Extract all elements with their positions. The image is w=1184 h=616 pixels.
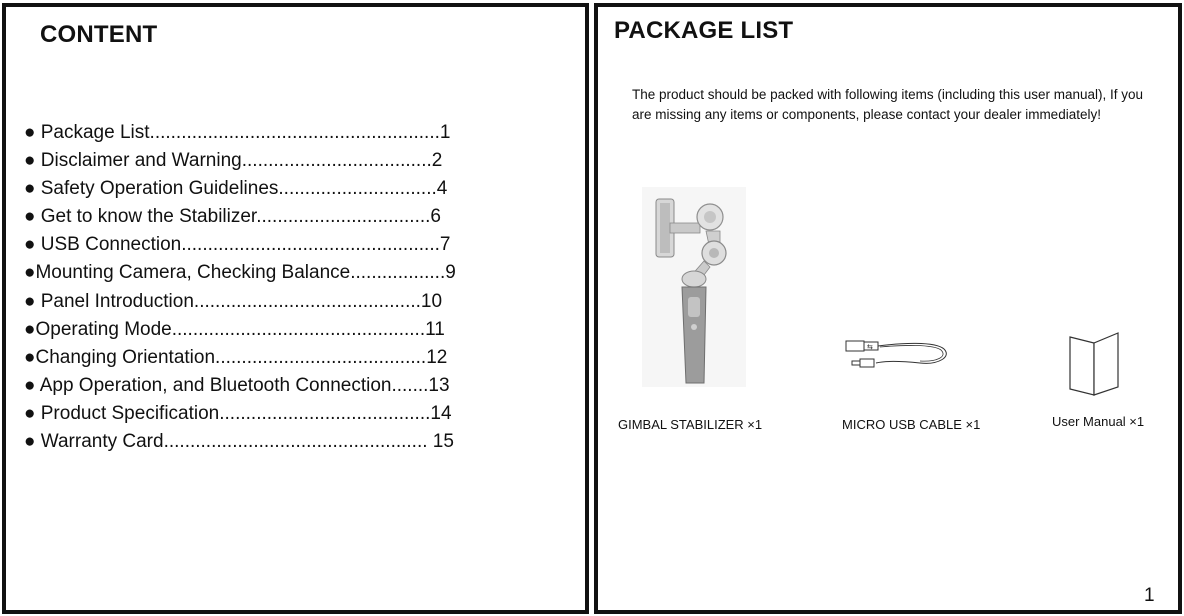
toc-item: ● Disclaimer and Warning....................................2 [24,150,443,172]
package-list-page [594,3,1182,614]
package-item-manual-label: User Manual ×1 [1052,414,1145,429]
content-title: CONTENT [40,21,158,48]
package-intro-text: The product should be packed with following items (including this user manual), If you are missing any items or components, please contact your dealer immediately! [632,87,1144,122]
usb-cable-icon [840,335,952,383]
toc-item: ●Changing Orientation........................................12 [24,346,448,368]
toc-item: ● USB Connection.................................................7 [24,234,451,256]
toc-item: ● App Operation, and Bluetooth Connection.......13 [24,374,450,396]
content-page [2,3,589,614]
svg-text:⇆: ⇆ [867,343,873,351]
toc-item: ● Warranty Card.................................................. 15 [24,431,454,453]
toc-item: ●Operating Mode................................................11 [24,318,445,340]
package-item-cable-label: MICRO USB CABLE ×1 [842,417,981,432]
toc-item: ● Panel Introduction...........................................10 [24,290,443,312]
toc-item: ● Get to know the Stabilizer.................................6 [24,206,441,228]
manual-book-icon [1066,329,1122,399]
package-list-title: PACKAGE LIST [614,17,794,44]
page-number: 1 [1144,585,1155,606]
toc-item: ●Mounting Camera, Checking Balance..................9 [24,262,456,284]
toc-item: ● Product Specification........................................14 [24,402,452,424]
package-item-gimbal-label: GIMBAL STABILIZER ×1 [618,417,763,432]
table-of-contents [24,119,456,456]
gimbal-stabilizer-icon [642,187,746,387]
toc-item: ● Package List.......................................................1 [24,122,451,143]
toc-item: ● Safety Operation Guidelines..............................4 [24,178,448,200]
